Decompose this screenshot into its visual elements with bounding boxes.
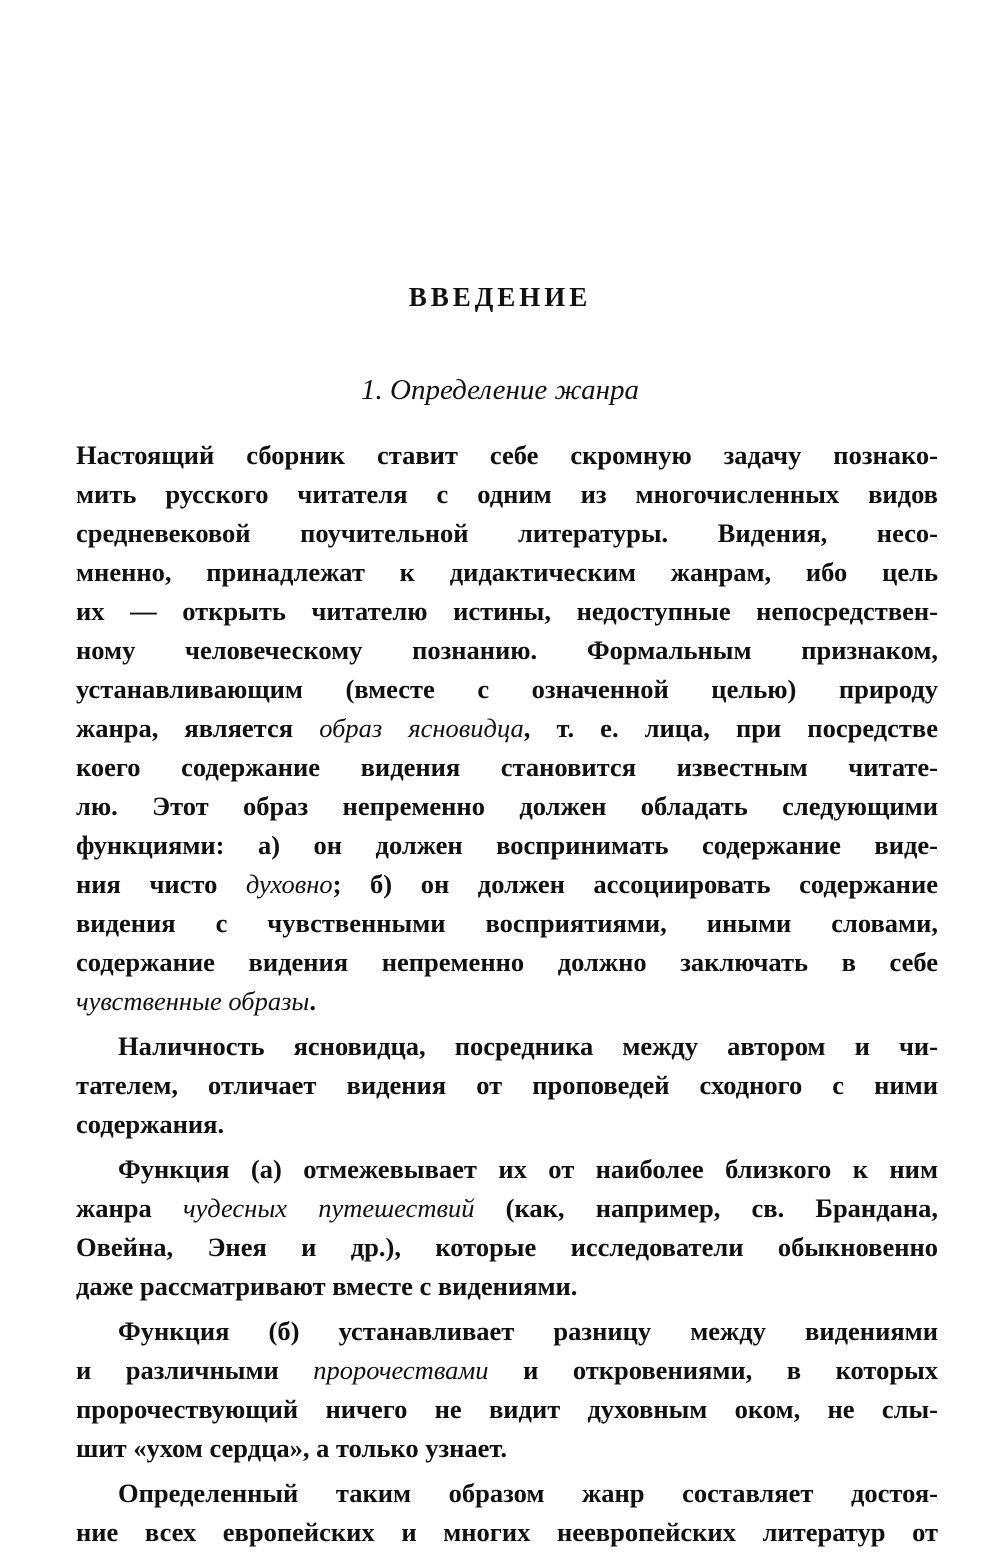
text-line: [76, 1474, 938, 1513]
paragraph: [76, 1474, 938, 1552]
text-line: [76, 514, 938, 553]
text-run: и откровениями, в которых: [488, 1355, 939, 1385]
text-run: их — открыть читателю истины, недоступные непосредствен-: [76, 596, 938, 626]
text-line: [76, 709, 938, 748]
text-line: [76, 670, 938, 709]
text-line: [76, 748, 938, 787]
text-run: ; б) он должен ассоциировать содержание: [332, 869, 938, 899]
text-run: .: [309, 986, 316, 1016]
text-run: жанра: [76, 1193, 183, 1223]
text-run: средневековой поучительной литературы. Видения, несо-: [76, 518, 938, 548]
text-run: лю. Этот образ непременно должен обладать следующими: [76, 791, 938, 821]
text-line: [76, 1513, 938, 1552]
text-run: даже рассматривают вместе с видениями.: [76, 1271, 578, 1301]
text-line: [76, 1429, 938, 1468]
text-run: тателем, отличает видения от проповедей сходного с ними: [76, 1070, 938, 1100]
text-run: Функция (б) устанавливает разницу между видениями: [118, 1316, 938, 1346]
text-run: устанавливающим (вместе с означенной целью) природу: [76, 674, 938, 704]
text-run: ния чисто: [76, 869, 246, 899]
text-line: [76, 982, 938, 1021]
text-line: [76, 1027, 938, 1066]
text-run: содержание видения непременно должно заключать в себе: [76, 947, 938, 977]
text-run: жанра, является: [76, 713, 320, 743]
text-line: [76, 1228, 938, 1267]
text-line: [76, 1066, 938, 1105]
italic-text: духовно: [245, 869, 333, 899]
italic-text: чувственные образы: [76, 986, 310, 1016]
italic-text: чудесных путешествий: [182, 1193, 475, 1223]
text-run: (как, например, св. Брандана,: [474, 1193, 938, 1223]
text-line: [76, 631, 938, 670]
text-line: [76, 592, 938, 631]
text-run: видения с чувственными восприятиями, иными словами,: [76, 908, 938, 938]
paragraph: [76, 1150, 938, 1306]
paragraph: [76, 1312, 938, 1468]
italic-text: пророчествами: [313, 1355, 489, 1385]
text-line: [76, 787, 938, 826]
text-run: Наличность ясновидца, посредника между автором и чи-: [118, 1031, 938, 1061]
text-run: содержания.: [76, 1109, 225, 1139]
paragraph: [76, 436, 938, 1021]
text-run: коего содержание видения становится известным читате-: [76, 752, 938, 782]
text-run: функциями: а) он должен воспринимать содержание виде-: [76, 830, 938, 860]
text-line: [76, 1267, 938, 1306]
text-line: [76, 1150, 938, 1189]
text-run: шит «ухом сердца», а только узнает.: [76, 1433, 508, 1463]
text-run: Настоящий сборник ставит себе скромную задачу познако-: [76, 440, 938, 470]
section-title: 1. Определение жанра: [361, 374, 639, 406]
text-run: Функция (а) отмежевывает их от наиболее близкого к ним: [118, 1154, 938, 1184]
text-line: [76, 1351, 938, 1390]
text-line: [76, 904, 938, 943]
text-run: , т. е. лица, при посредстве: [523, 713, 938, 743]
text-line: [76, 553, 938, 592]
text-run: Определенный таким образом жанр составляет достоя-: [118, 1478, 938, 1508]
text-run: ние всех европейских и многих неевропейских литератур от: [76, 1517, 938, 1547]
text-line: [76, 436, 938, 475]
text-run: пророчествующий ничего не видит духовным оком, не слы-: [76, 1394, 938, 1424]
text-run: мить русского читателя с одним из многочисленных видов: [76, 479, 938, 509]
text-run: ному человеческому познанию. Формальным признаком,: [76, 635, 938, 665]
text-run: и различными: [76, 1355, 314, 1385]
text-line: [76, 1105, 938, 1144]
text-run: мненно, принадлежат к дидактическим жанрам, ибо цель: [76, 557, 938, 587]
text-run: Овейна, Энея и др.), которые исследователи обыкновенно: [76, 1232, 938, 1262]
text-line: [76, 1390, 938, 1429]
body-text: [76, 436, 938, 1558]
italic-text: образ ясновидца: [319, 713, 524, 743]
text-line: [76, 826, 938, 865]
text-line: [76, 865, 938, 904]
chapter-heading: ВВЕДЕНИЕ: [408, 282, 592, 312]
text-line: [76, 1189, 938, 1228]
text-line: [76, 1312, 938, 1351]
paragraph: [76, 1027, 938, 1144]
text-line: [76, 475, 938, 514]
text-line: [76, 943, 938, 982]
